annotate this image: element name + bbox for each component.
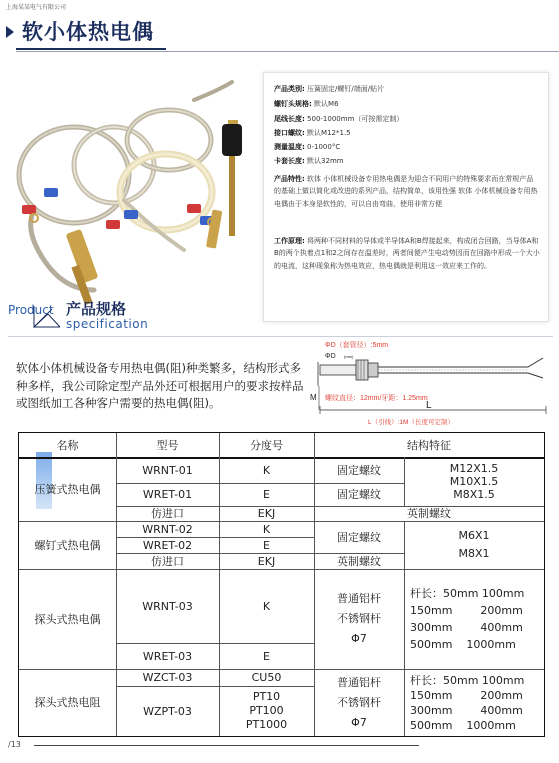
table-cell-structure: 英制螺纹 [337,554,381,568]
product-label: Product [8,303,54,317]
table-cell-model: 仿进口 [151,554,184,568]
section-divider [8,336,553,337]
table-cell-structure: 固定螺纹 [337,488,381,501]
table-cell-model: WRNT-01 [142,463,193,477]
spec-line-sleeve: 卡套长度: 默认32mm [274,157,344,165]
spec-principle: 工作原理: 将两种不同材料的导体或半导体A和B焊接起来，构成闭合回路，当导体A和B的两个执着点1和2之间存在温差时，两者间便产生电动势因而在回路中形成一个大小的电流，这种现象称为热电效应，热电偶就是利用这一效应来工作的。 [274,237,540,270]
table-cell-grade: K [262,599,271,613]
diagram-phi-d: ΦD [325,353,336,360]
product-spec-subtitle: specification [66,317,149,331]
table-rule [116,643,314,644]
table-cell-thread-sizes: M6X1 M8X1 [458,529,490,560]
table-cell-structure: 固定螺纹 [337,530,381,544]
table-cell-model: WZPT-03 [143,704,192,718]
table-cell-model: WRNT-02 [142,522,193,536]
title-rule [16,51,559,52]
table-cell-thread-sizes: M12X1.5 M10X1.5 M8X1.5 [449,462,499,501]
table-rule [116,553,404,554]
table-cell-grade: CU50 [251,671,282,684]
table-cell-structure: 英制螺纹 [407,507,451,520]
table-rule [116,433,117,736]
table-cell-structure: 普通铝杆 不锈钢杆 Φ7 [337,675,381,729]
spec-card [263,72,549,322]
table-header-grade: 分度号 [250,438,283,452]
table-rule [404,457,405,506]
table-cell-model: WZCT-03 [142,671,193,684]
table-cell-name: 压簧式热电偶 [34,482,101,496]
table-cell-model: WRNT-03 [142,599,193,613]
diagram-thread-label: 螺纹直径：12mm/牙距：1.25mm [325,395,428,402]
table-cell-structure: 普通铝杆 不锈钢杆 Φ7 [337,592,381,645]
table-cell-rod-lengths: 杆长：50mm 100mm 150mm 200mm 300mm 400mm 500mm 1000mm [410,587,525,651]
table-rule [314,433,315,736]
table-rule [19,457,544,459]
table-rule [219,433,220,736]
diagram-m-label: M [310,393,317,402]
spec-features: 产品特性: 软体 小体机械设备专用热电偶是为迎合不同用户的特殊要求而在常规产品的基础上做以简化或改进的系列产品，结构简单，该用性强 软体 小体机械设备专用热电偶由于本身是软性的，可以自由弯曲，使用非常方便 [274,175,538,208]
table-rule [116,686,314,687]
table-rule [116,537,314,538]
title-underline [16,48,166,50]
table-cell-grade: EKJ [257,507,276,520]
company-name: 上海某某电气有限公司 [6,4,67,11]
page-title: 软小体热电偶 [22,20,154,44]
dimension-diagram [308,338,556,430]
table-cell-grade: PT10 PT100 PT1000 [245,690,288,731]
thermocouple-product-photo [4,60,256,310]
table-cell-grade: E [263,488,270,501]
product-spec-title: 产品规格 [66,300,127,318]
product-description: 软体小体机械设备专用热电偶(阻)种类繁多，结构形式多种多样，我公司除定型产品外还可根据用户的要求按样品或图纸加工各种客户需要的热电偶(阻)。 [16,361,304,410]
table-cell-grade: K [262,522,271,536]
table-rule [404,521,405,736]
table-cell-name: 探头式热电偶 [34,612,101,626]
spec-line-temperature: 测量温度: 0-1000°C [274,143,341,151]
table-cell-rod-lengths: 杆长：50mm 100mm 150mm 200mm 300mm 400mm 500mm 1000mm [410,673,525,732]
table-header-structure: 结构特征 [407,438,451,452]
page-number: /13 [8,740,21,749]
table-cell-model: WRET-03 [142,649,193,663]
table-header-model: 型号 [156,438,179,452]
spec-line-screw: 螺钉头规格: 默认M6 [274,100,339,108]
table-cell-grade: EKJ [257,554,276,568]
title-arrow-icon [6,26,14,38]
table-cell-model: WRET-01 [142,488,193,501]
diagram-d-label: ΦD（套管径）:5mm [325,342,389,349]
table-cell-grade: E [263,538,270,552]
table-cell-name: 螺钉式热电偶 [34,538,101,552]
table-header-name: 名称 [56,438,79,452]
diagram-l-letter: L [426,400,432,411]
table-cell-grade: K [262,463,271,477]
diagram-l-label: L（引线）:1M（长度可定制） [368,419,454,426]
table-rule [19,669,544,670]
table-cell-model: 仿进口 [151,507,184,520]
spec-table [18,432,545,737]
table-rule [116,506,544,507]
diagram-phi-d-unit: (mm) [344,354,354,359]
table-cell-name: 探头式热电阻 [34,696,101,709]
table-cell-structure: 固定螺纹 [337,463,381,477]
spec-line-thread: 接口螺纹: 默认M12*1.5 [274,129,351,137]
spec-line-category: 产品类别: 压簧固定/螺钉/端面/贴片 [274,85,385,93]
table-cell-model: WRET-02 [142,538,193,552]
footer-rule [34,745,419,746]
spec-line-tail-length: 尾线长度: 500-1000mm（可按需定制） [274,115,404,123]
table-rule [19,569,544,570]
table-rule [19,521,544,522]
table-rule [116,483,404,484]
table-cell-grade: E [263,649,270,663]
